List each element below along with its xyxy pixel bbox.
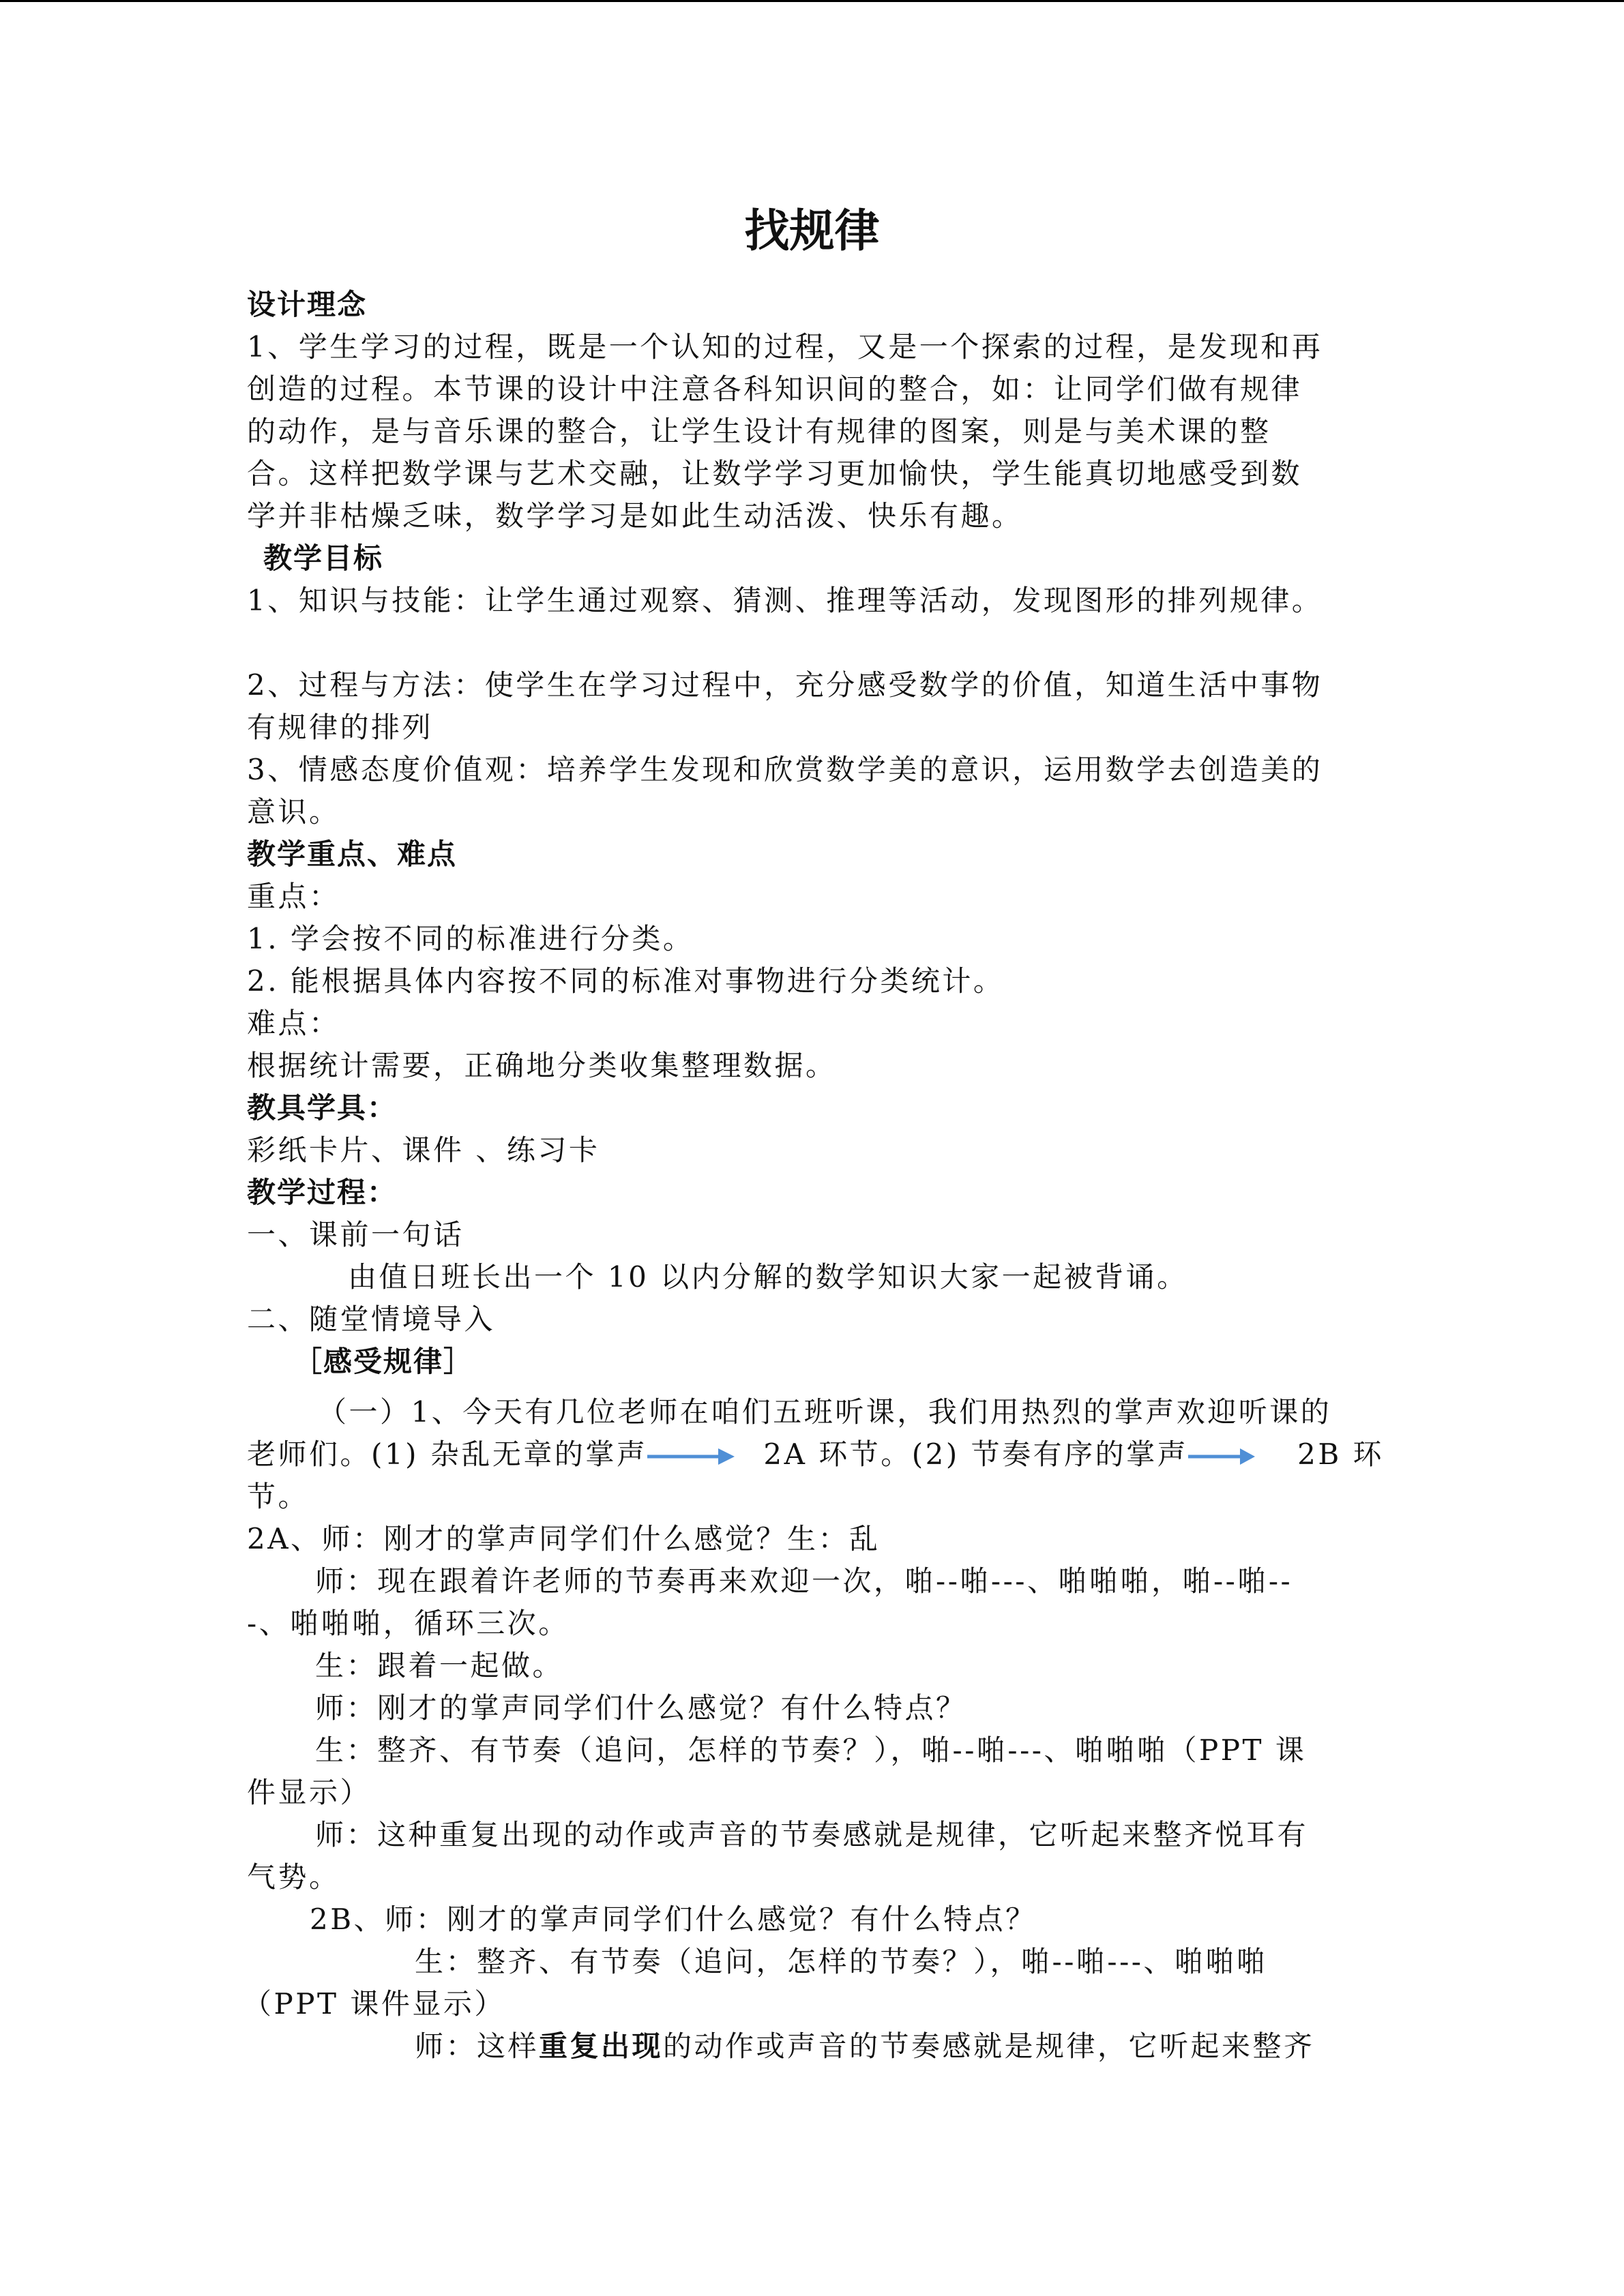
- paragraph-line: 创造的过程。本节课的设计中注意各科知识间的整合，如：让同学们做有规律: [247, 372, 1303, 406]
- paragraph-line: 的动作，是与音乐课的整合，让学生设计有规律的图案，则是与美术课的整: [247, 415, 1271, 448]
- process-line: 师：刚才的掌声同学们什么感觉？有什么特点？: [315, 1691, 967, 1725]
- step-1-text: 由值日班长出一个 10 以内分解的数学知识大家一起被背诵。: [348, 1260, 1188, 1294]
- step-1-title: 一、课前一句话: [247, 1218, 464, 1251]
- materials-list: 彩纸卡片、课件 、练习卡: [247, 1133, 600, 1167]
- paragraph-line: 学并非枯燥乏味，数学学习是如此生动活泼、快乐有趣。: [247, 499, 1023, 533]
- section-heading-key-points: 教学重点、难点: [247, 837, 458, 871]
- emphasis-text: 重复出现: [539, 2029, 664, 2063]
- document-title: 找规律: [744, 205, 880, 257]
- paragraph-line: 1、学生学习的过程，既是一个认知的过程，又是一个探索的过程，是发现和再: [247, 330, 1323, 363]
- section-heading-design: 设计理念: [247, 288, 368, 321]
- process-line: 2A、师：刚才的掌声同学们什么感觉？生：乱: [247, 1522, 881, 1555]
- process-line: 生：整齐、有节奏（追问，怎样的节奏？），啪--啪---、啪啪啪（PPT 课: [315, 1733, 1307, 1767]
- step-2-title: 二、随堂情境导入: [247, 1302, 496, 1336]
- process-line: 师：这种重复出现的动作或声音的节奏感就是规律，它听起来整齐悦耳有: [315, 1818, 1309, 1851]
- paragraph-line: 合。这样把数学课与艺术交融，让数学学习更加愉快，学生能真切地感受到数: [247, 457, 1303, 490]
- process-line: 师：现在跟着许老师的节奏再来欢迎一次，啪--啪---、啪啪啪，啪--啪--: [315, 1564, 1293, 1598]
- arrow-right-icon: [1188, 1443, 1256, 1470]
- key-point-2: 2. 能根据具体内容按不同的标准对事物进行分类统计。: [247, 964, 1005, 998]
- section-heading-goals: 教学目标: [263, 541, 384, 575]
- goal-2-line-2: 有规律的排列: [247, 711, 434, 744]
- page-top-border: [0, 0, 1624, 2]
- goal-3-line-1: 3、情感态度价值观：培养学生发现和欣赏数学美的意识，运用数学去创造美的: [247, 753, 1323, 786]
- clapping-chaotic-text: 老师们。(1) 杂乱无章的掌声: [247, 1437, 648, 1471]
- goal-2-line-1: 2、过程与方法：使学生在学习过程中，充分感受数学的价值，知道生活中事物: [247, 668, 1323, 702]
- process-line: 节。: [247, 1480, 310, 1513]
- step-2a-text: 2A 环节。(2) 节奏有序的掌声: [763, 1437, 1189, 1471]
- section-heading-process: 教学过程：: [247, 1176, 398, 1209]
- goal-3-line-2: 意识。: [247, 795, 340, 829]
- process-line: 生：跟着一起做。: [315, 1649, 564, 1682]
- process-line: 生：整齐、有节奏（追问，怎样的节奏？），啪--啪---、啪啪啪: [415, 1945, 1268, 1978]
- process-line: 件显示）: [247, 1776, 372, 1809]
- goal-1: 1、知识与技能：让学生通过观察、猜测、推理等活动，发现图形的排列规律。: [247, 584, 1323, 617]
- section-heading-materials: 教具学具：: [247, 1091, 398, 1124]
- process-line: 气势。: [247, 1860, 340, 1894]
- key-label: 重点：: [247, 880, 340, 913]
- difficulty-point: 根据统计需要，正确地分类收集整理数据。: [247, 1049, 837, 1082]
- process-text: 的动作或声音的节奏感就是规律，它听起来整齐: [663, 2029, 1315, 2063]
- process-line: -、啪啪啪，循环三次。: [247, 1607, 570, 1640]
- process-text: 师：这样: [415, 2029, 540, 2063]
- process-line: （一）1、今天有几位老师在咱们五班听课，我们用热烈的掌声欢迎听课的: [318, 1395, 1332, 1429]
- arrow-right-icon: [647, 1443, 736, 1470]
- step-2b-text: 2B 环: [1297, 1437, 1385, 1471]
- sub-heading-feel-pattern: ［感受规律］: [293, 1345, 474, 1378]
- difficulty-label: 难点：: [247, 1007, 340, 1040]
- key-point-1: 1. 学会按不同的标准进行分类。: [247, 922, 694, 955]
- process-line-last: [415, 2025, 1315, 2068]
- process-line-with-arrows: [247, 1433, 1384, 1476]
- process-line: 2B、师：刚才的掌声同学们什么感觉？有什么特点？: [310, 1903, 1037, 1936]
- process-line: （PPT 课件显示）: [243, 1987, 505, 2021]
